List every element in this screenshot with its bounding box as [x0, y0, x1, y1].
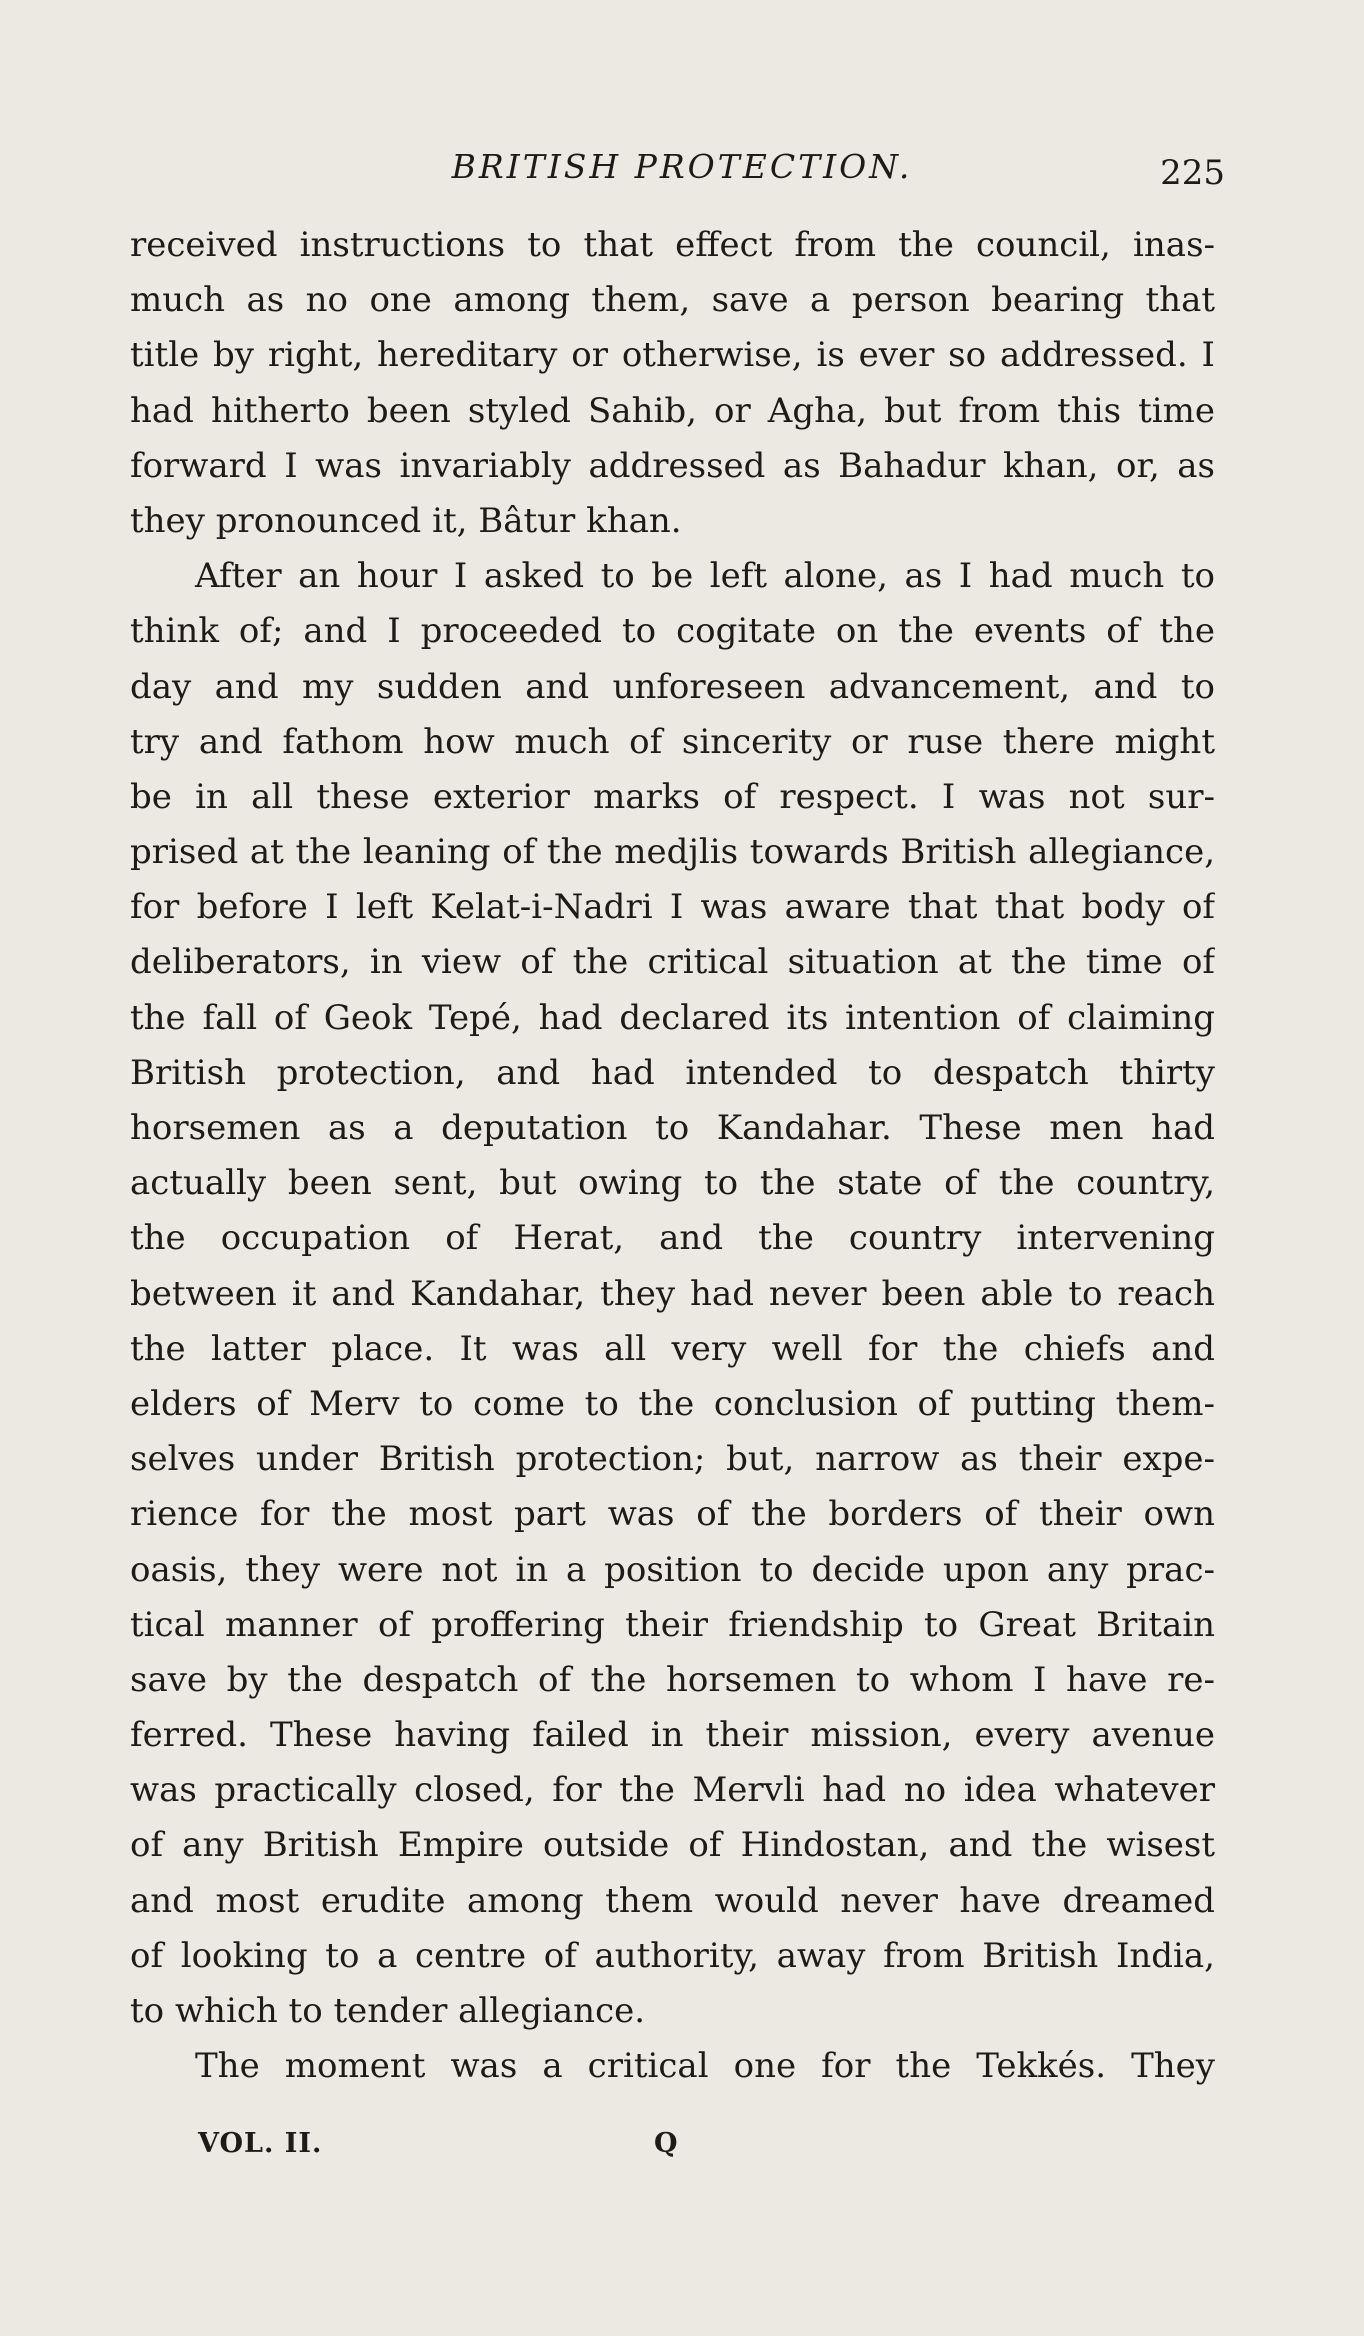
text-line: be in all these exterior marks of respect. I was not sur- [130, 776, 1215, 817]
text-line: for before I left Kelat-i-Nadri I was aware that that body of [130, 887, 1215, 928]
text-line: save by the despatch of the horsemen to whom I have re- [130, 1659, 1215, 1700]
text-line: of any British Empire outside of Hindostan, and the wisest [130, 1825, 1215, 1866]
text-line: of looking to a centre of authority, away from British India, [130, 1935, 1215, 1976]
volume-mark: VOL. II. [198, 2128, 323, 2159]
text-line: title by right, hereditary or otherwise, is ever so addressed. I [130, 335, 1215, 376]
text-line: ferred. These having failed in their mission, every avenue [130, 1715, 1215, 1756]
text-line: to which to tender allegiance. [130, 1991, 646, 2031]
paragraph-start-line: After an hour I asked to be left alone, as I had much to [195, 556, 1215, 597]
text-line: between it and Kandahar, they had never been able to reach [130, 1273, 1215, 1314]
text-line: British protection, and had intended to despatch thirty [130, 1052, 1215, 1093]
text-line: tical manner of proffering their friendship to Great Britain [130, 1604, 1215, 1645]
text-line: rience for the most part was of the borders of their own [130, 1494, 1215, 1535]
text-line: they pronounced it, Bâtur khan. [130, 500, 682, 541]
text-line: horsemen as a deputation to Kandahar. These men had [130, 1108, 1215, 1148]
text-line: deliberators, in view of the critical situation at the time of [130, 942, 1215, 983]
text-line: prised at the leaning of the medjlis towards British allegiance, [130, 832, 1215, 873]
signature-line [0, 2122, 1364, 2172]
running-head [0, 142, 1364, 192]
text-line: much as no one among them, save a person bearing that [130, 280, 1215, 321]
text-line: try and fathom how much of sincerity or ruse there might [130, 721, 1215, 762]
body-text [130, 218, 1215, 2094]
text-line: the fall of Geok Tepé, had declared its intention of claiming [130, 997, 1215, 1038]
text-line: the occupation of Herat, and the country intervening [130, 1218, 1215, 1259]
text-line: was practically closed, for the Mervli had no idea whatever [130, 1770, 1215, 1811]
text-line: and most erudite among them would never have dreamed [130, 1880, 1215, 1921]
signature-mark: Q [654, 2128, 679, 2159]
text-line: oasis, they were not in a position to decide upon any prac- [130, 1549, 1215, 1590]
text-line: the latter place. It was all very well for the chiefs and [130, 1328, 1215, 1369]
text-line: actually been sent, but owing to the state of the country, [130, 1163, 1215, 1204]
text-line: forward I was invariably addressed as Bahadur khan, or, as [130, 445, 1215, 486]
text-line: day and my sudden and unforeseen advancement, and to [130, 666, 1215, 707]
text-line: received instructions to that effect from the council, inas- [130, 225, 1215, 265]
text-line: think of; and I proceeded to cogitate on the events of the [130, 611, 1215, 652]
text-line: had hitherto been styled Sahib, or Agha, but from this time [130, 390, 1215, 431]
running-title: BRITISH PROTECTION. [451, 147, 913, 186]
text-line: selves under British protection; but, narrow as their expe- [130, 1439, 1215, 1480]
page-number: 225 [1160, 153, 1225, 193]
paragraph-start-line: The moment was a critical one for the Tekkés. They [195, 2046, 1215, 2087]
text-line: elders of Merv to come to the conclusion of putting them- [130, 1383, 1215, 1424]
